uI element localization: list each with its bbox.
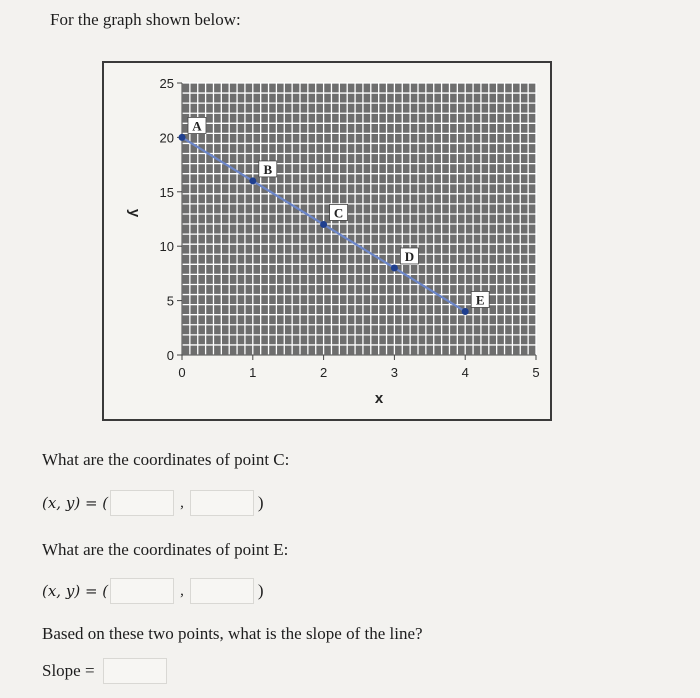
y-tick-label: 5	[166, 293, 174, 309]
point-label-c: C	[333, 205, 344, 221]
close-paren: )	[257, 493, 264, 512]
x-tick-label: 3	[390, 365, 399, 380]
y-tick-label: 10	[159, 239, 174, 255]
y-tick-label: 20	[159, 130, 174, 146]
x-tick-label: 1	[249, 365, 257, 380]
point-c-y-input[interactable]	[190, 490, 254, 516]
slope-answer-row	[42, 658, 169, 684]
close-paren: )	[257, 581, 264, 600]
data-point-d	[391, 264, 398, 271]
point-e-y-input[interactable]	[190, 578, 254, 604]
x-tick-label: 2	[319, 365, 328, 380]
x-tick-label: 5	[532, 365, 540, 380]
comma: ,	[180, 494, 184, 511]
slope-label: Slope =	[42, 661, 95, 680]
x-tick-label: 0	[178, 365, 186, 380]
xy-label: (x, y) = (	[42, 582, 109, 600]
question-slope: Based on these two points, what is the slope of the line?	[42, 624, 423, 643]
xy-label: (x, y) = (	[42, 494, 109, 512]
point-label-b: B	[263, 161, 273, 177]
y-tick-label: 0	[166, 348, 174, 363]
comma: ,	[180, 582, 184, 599]
data-point-c	[320, 221, 327, 228]
point-label-e: E	[475, 292, 485, 308]
slope-input[interactable]	[103, 658, 167, 684]
y-axis-label: y	[126, 208, 143, 218]
y-tick-label: 25	[159, 76, 174, 91]
x-axis-label: x	[374, 390, 384, 407]
point-label-a: A	[192, 118, 202, 134]
point-e-x-input[interactable]	[110, 578, 174, 604]
point-e-answer-row	[42, 578, 266, 604]
intro-text: For the graph shown below:	[50, 10, 241, 29]
point-c-x-input[interactable]	[110, 490, 174, 516]
data-point-b	[249, 177, 256, 184]
question-c: What are the coordinates of point C:	[42, 450, 290, 469]
data-point-e	[462, 308, 469, 315]
point-label-d: D	[404, 248, 415, 264]
y-tick-label: 15	[159, 184, 174, 200]
graph-figure	[102, 61, 552, 421]
data-point-a	[179, 134, 186, 141]
x-tick-label: 4	[461, 365, 469, 380]
line-chart	[104, 63, 554, 423]
question-e: What are the coordinates of point E:	[42, 540, 289, 559]
point-c-answer-row	[42, 490, 266, 516]
